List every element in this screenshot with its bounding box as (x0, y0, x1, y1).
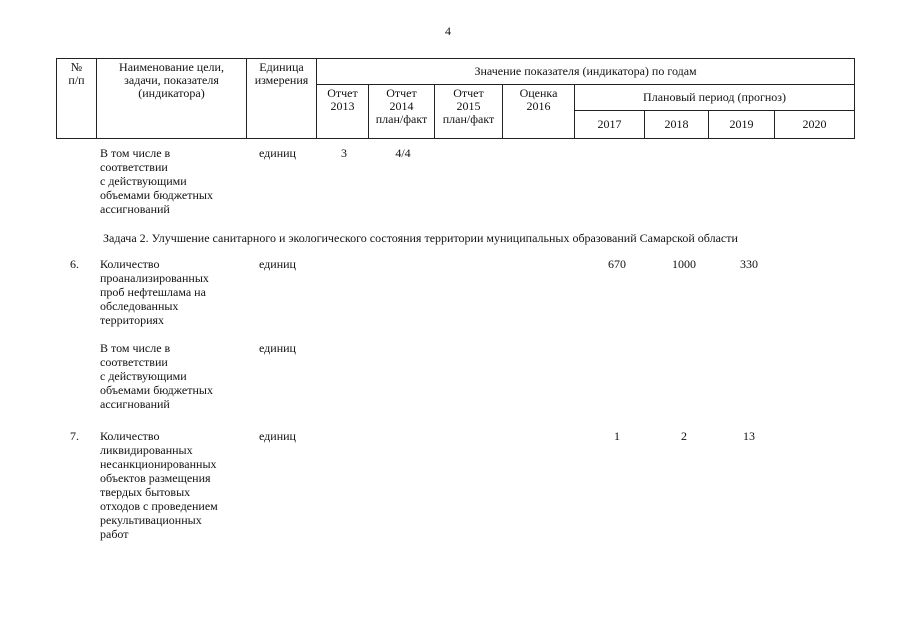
header-year-2019: 2019 (709, 111, 775, 139)
header-report-2014: Отчет 2014 план/факт (369, 85, 435, 139)
page-number: 4 (445, 24, 451, 38)
header-unit: Единица измерения (247, 59, 317, 139)
header-num: № п/п (57, 59, 97, 139)
row-7-2017: 1 (614, 429, 620, 443)
row-6-unit: единиц (259, 257, 296, 271)
row-budget-1-name: В том числе в соответствии с действующими объемами бюджетных ассигнований (100, 146, 213, 216)
header-name: Наименование цели, задачи, показателя (индикатора) (97, 59, 247, 139)
header-estimate-2016: Оценка 2016 (503, 85, 575, 139)
header-values-group: Значение показателя (индикатора) по годам (317, 59, 855, 85)
row-7-2019: 13 (743, 429, 755, 443)
row-budget-1-2013: 3 (341, 146, 347, 160)
row-7-unit: единиц (259, 429, 296, 443)
header-year-2018: 2018 (645, 111, 709, 139)
row-6-num: 6. (70, 257, 79, 271)
row-7-name: Количество ликвидированных несанкционированных объектов размещения твердых бытовых отходов с проведением рекультивационных работ (100, 429, 218, 541)
row-6-2019: 330 (740, 257, 758, 271)
row-6-2017: 670 (608, 257, 626, 271)
header-year-2020: 2020 (775, 111, 855, 139)
row-6-name: Количество проанализированных проб нефтешлама на обследованных территориях (100, 257, 209, 327)
row-budget-1-2014: 4/4 (395, 146, 411, 160)
header-planned-period: Плановый период (прогноз) (575, 85, 855, 111)
task-2-heading: Задача 2. Улучшение санитарного и экологического состояния территории муниципальных образований Самарской области (103, 231, 738, 245)
row-budget-2-name: В том числе в соответствии с действующими объемами бюджетных ассигнований (100, 341, 213, 411)
row-6-2018: 1000 (672, 257, 696, 271)
header-report-2013: Отчет 2013 (317, 85, 369, 139)
header-report-2015: Отчет 2015 план/факт (435, 85, 503, 139)
row-7-2018: 2 (681, 429, 687, 443)
header-year-2017: 2017 (575, 111, 645, 139)
row-budget-2-unit: единиц (259, 341, 296, 355)
row-7-num: 7. (70, 429, 79, 443)
row-budget-1-unit: единиц (259, 146, 296, 160)
indicator-table-header (56, 58, 855, 139)
